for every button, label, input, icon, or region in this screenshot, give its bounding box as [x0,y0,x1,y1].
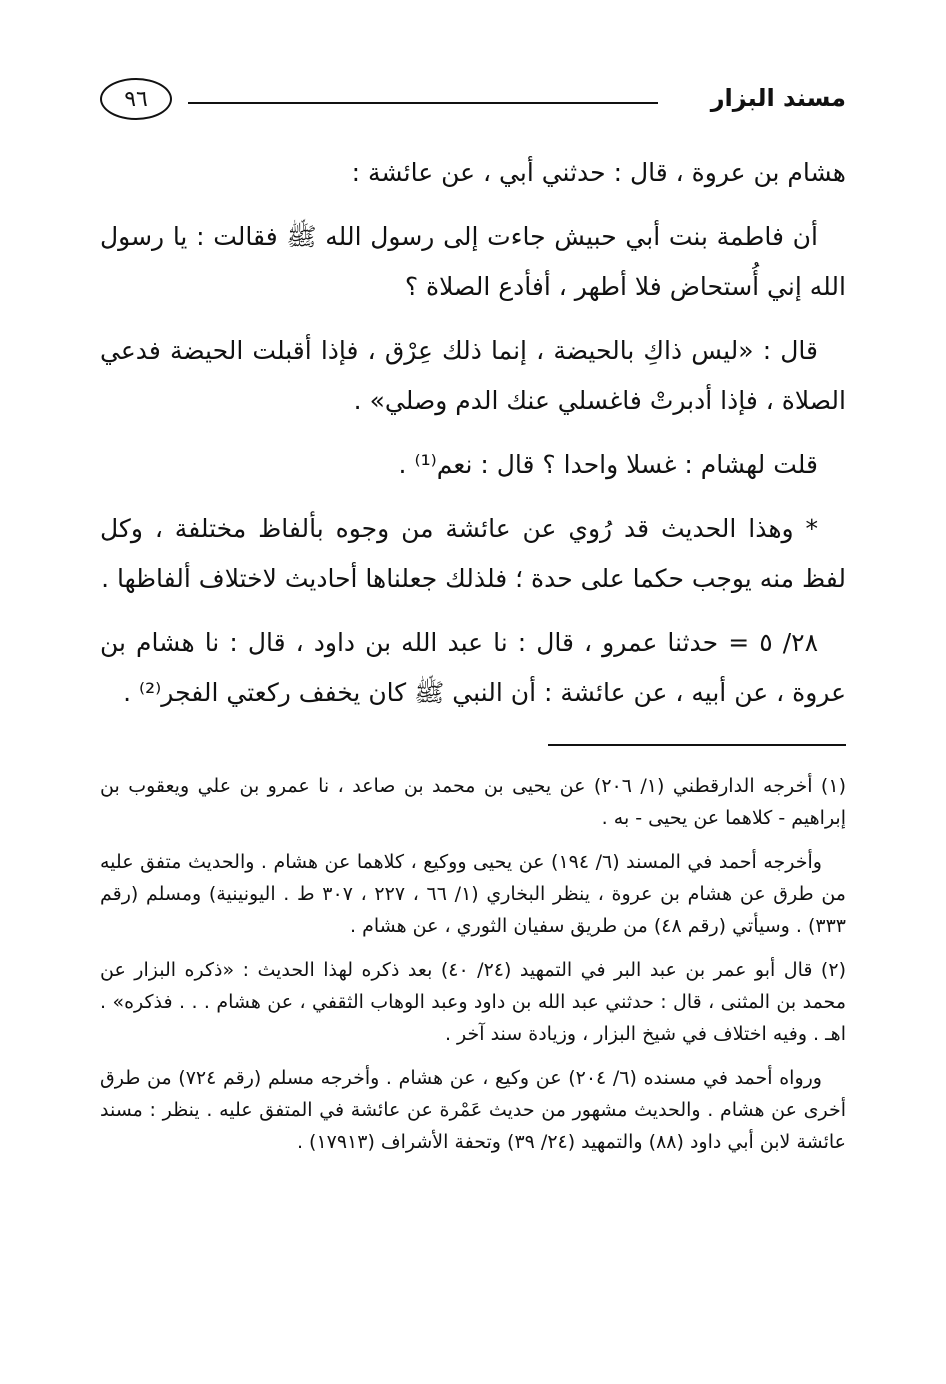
paragraph-question: أن فاطمة بنت أبي حبيش جاءت إلى رسول الله ﷺ فقالت : يا رسول الله إني أُستحاض فلا أطهر ، أفأدع الصلاة ؟ [100,222,846,301]
page-number [100,78,172,120]
footnote-1-continued: وأخرجه أحمد في المسند (٦/ ١٩٤) عن يحيى ووكيع ، كلاهما عن هشام . والحديث متفق عليه من طرق عن هشام بن عروة ، ينظر البخاري (١/ ٦٦ ، ٢٢٧ ، ٣٠٧ ط . اليونينية) ومسلم (رقم ٣٣٣) . وسيأتي (رقم ٤٨) من طريق سفيان الثوري ، عن هشام . [100,851,846,937]
paragraph-hadith-28: ٢٨/ ٥ = حدثنا عمرو ، قال : نا عبد الله بن داود ، قال : نا هشام بن عروة ، عن أبيه ، عن عائشة : أن النبي ﷺ كان يخفف ركعتي الفجر⁽²⁾ . [100,628,846,707]
paragraph-hisham: قلت لهشام : غسلا واحدا ؟ قال : نعم⁽¹⁾ . [398,450,818,479]
main-text [100,148,846,732]
paragraph-isnad: هشام بن عروة ، قال : حدثني أبي ، عن عائشة : [351,158,846,187]
running-title: مسند البزار [710,84,846,112]
header-rule [188,102,658,104]
footnote-separator [548,744,846,746]
paragraph-answer: قال : «ليس ذاكِ بالحيضة ، إنما ذلك عِرْق ، فإذا أقبلت الحيضة فدعي الصلاة ، فإذا أدبرتْ فاغسلي عنك الدم وصلي» . [100,336,846,415]
page-number-text: ٩٦ [124,86,148,112]
footnote-2: (٢) قال أبو عمر بن عبد البر في التمهيد (٢٤/ ٤٠) بعد ذكره لهذا الحديث : «ذكره البزار عن محمد بن المثنى ، قال : حدثني عبد الله بن داود وعبد الوهاب الثقفي ، عن هشام . . . فذكره» . اهـ . وفيه اختلاف في شيخ البزار ، وزيادة سند آخر . [100,959,846,1045]
footnote-2-continued: ورواه أحمد في مسنده (٦/ ٢٠٤) عن وكيع ، عن هشام . وأخرجه مسلم (رقم ٧٢٤) من طرق أخرى عن هشام . والحديث مشهور من حديث عَمْرة عن عائشة في المتفق عليه . ينظر : مسند عائشة لابن أبي داود (٨٨) والتمهيد (٢٤/ ٣٩) وتحفة الأشراف (١٧٩١٣) . [100,1067,846,1153]
page-header [100,78,846,128]
paragraph-commentary: * وهذا الحديث قد رُوي عن عائشة من وجوه بألفاظ مختلفة ، وكل لفظ منه يوجب حكما على حدة ؛ فلذلك جعلناها أحاديث لاختلاف ألفاظها . [100,514,846,593]
footnotes [100,770,846,1170]
footnote-1: (١) أخرجه الدارقطني (١/ ٢٠٦) عن يحيى بن محمد بن صاعد ، نا عمرو بن علي ويعقوب بن إبراهيم - كلاهما عن يحيى - به . [100,775,846,829]
